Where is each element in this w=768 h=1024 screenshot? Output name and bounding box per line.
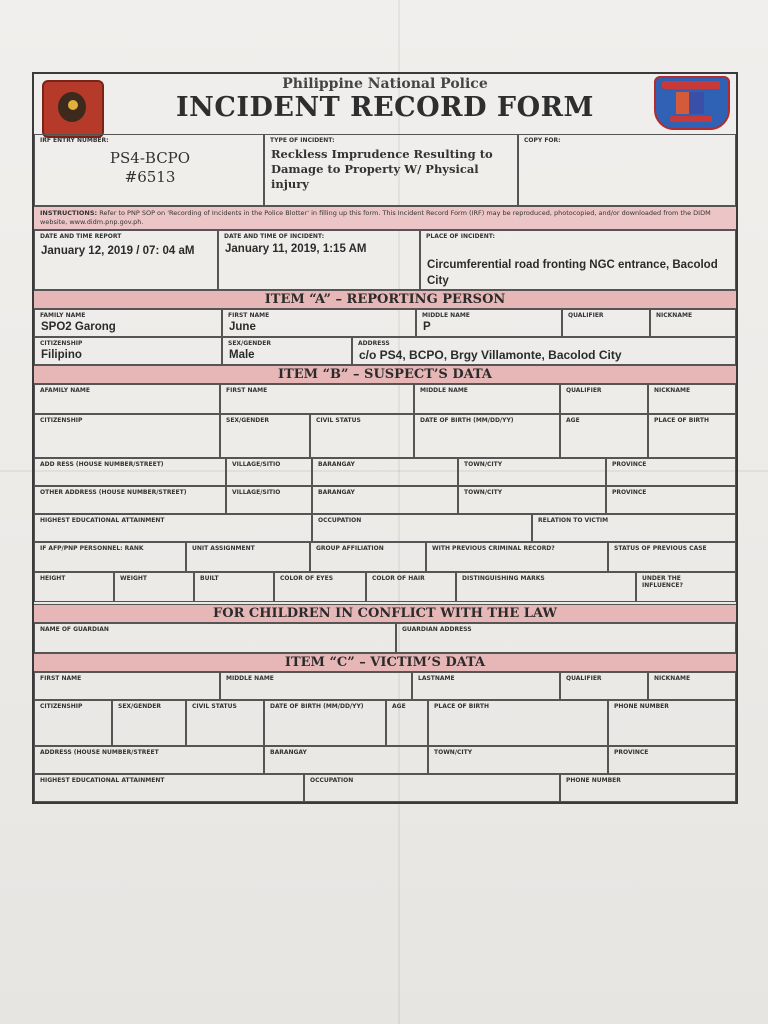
- suspect-qualifier-field[interactable]: QUALIFIER: [560, 384, 648, 414]
- reporter-citizenship-field[interactable]: CITIZENSHIP Filipino: [34, 337, 222, 365]
- suspect-group-field[interactable]: GROUP AFFILIATION: [310, 542, 426, 572]
- suspect-dob-field[interactable]: DATE OF BIRTH (MM/DD/YY): [414, 414, 560, 458]
- organization-name: Philippine National Police: [282, 76, 488, 92]
- suspect-sex-field[interactable]: SEX/GENDER: [220, 414, 310, 458]
- victim-middle-name-field[interactable]: MIDDLE NAME: [220, 672, 412, 700]
- reporter-family-name-value: SPO2 Garong: [41, 321, 116, 333]
- reporter-address-field[interactable]: ADDRESS c/o PS4, BCPO, Brgy Villamonte, Bacolod City: [352, 337, 736, 365]
- suspect-town-field[interactable]: TOWN/CITY: [458, 458, 606, 486]
- reporter-family-name-field[interactable]: FAMILY NAME SPO2 Garong: [34, 309, 222, 337]
- victim-civil-status-field[interactable]: CIVIL STATUS: [186, 700, 264, 746]
- date-time-report-value: January 12, 2019 / 07: 04 aM: [41, 245, 195, 257]
- victim-citizenship-field[interactable]: CITIZENSHIP: [34, 700, 112, 746]
- reporter-sex-field[interactable]: SEX/GENDER Male: [222, 337, 352, 365]
- suspect-unit-field[interactable]: UNIT ASSIGNMENT: [186, 542, 310, 572]
- suspect-relation-field[interactable]: RELATION TO VICTIM: [532, 514, 736, 542]
- bacolod-city-police-badge-logo: [654, 76, 730, 130]
- victim-address-field[interactable]: ADDRESS (HOUSE NUMBER/STREET: [34, 746, 264, 774]
- section-item-a-header: ITEM “A” – REPORTING PERSON: [34, 290, 736, 309]
- place-of-incident-value: Circumferential road fronting NGC entrance, Bacolod City: [427, 259, 718, 287]
- reporter-middle-name-field[interactable]: MIDDLE NAME P: [416, 309, 562, 337]
- suspect-town2-field[interactable]: TOWN/CITY: [458, 486, 606, 514]
- badge-shield-right: [689, 92, 704, 114]
- suspect-middle-name-field[interactable]: MIDDLE NAME: [414, 384, 560, 414]
- victim-qualifier-field[interactable]: QUALIFIER: [560, 672, 648, 700]
- suspect-family-name-field[interactable]: AFAMILY NAME: [34, 384, 220, 414]
- badge-top-band: [662, 81, 720, 89]
- instructions-text: Refer to PNP SOP on 'Recording of Incidents in the Police Blotter' in filling up this form. This Incident Record Form (IRF) may be reproduced, photocopied, and/or downloaded from the DIDM website, www.didm.pnp.gov.ph.: [40, 209, 711, 226]
- reporter-qualifier-field[interactable]: QUALIFIER: [562, 309, 650, 337]
- victim-phone-field[interactable]: PHONE NUMBER: [608, 700, 736, 746]
- victim-occupation-field[interactable]: OCCUPATION: [304, 774, 560, 802]
- irf-entry-line1: PS4-BCPO: [109, 149, 191, 167]
- section-item-b-header: ITEM “B” – SUSPECT’S DATA: [34, 365, 736, 384]
- suspect-previous-case-status-field[interactable]: STATUS OF PREVIOUS CASE: [608, 542, 736, 572]
- suspect-province-field[interactable]: PROVINCE: [606, 458, 736, 486]
- place-of-incident-field[interactable]: PLACE OF INCIDENT: Circumferential road fronting NGC entrance, Bacolod City: [420, 230, 736, 290]
- reporter-first-name-value: June: [229, 321, 256, 333]
- suspect-first-name-field[interactable]: FIRST NAME: [220, 384, 414, 414]
- suspect-citizenship-field[interactable]: CITIZENSHIP: [34, 414, 220, 458]
- reporter-citizenship-value: Filipino: [41, 349, 82, 361]
- victim-age-field[interactable]: AGE: [386, 700, 428, 746]
- suspect-age-field[interactable]: AGE: [560, 414, 648, 458]
- victim-place-of-birth-field[interactable]: PLACE OF BIRTH: [428, 700, 608, 746]
- victim-barangay-field[interactable]: BARANGAY: [264, 746, 428, 774]
- suspect-nickname-field[interactable]: NICKNAME: [648, 384, 736, 414]
- section-item-c-header: ITEM “C” – VICTIM’S DATA: [34, 653, 736, 672]
- victim-province-field[interactable]: PROVINCE: [608, 746, 736, 774]
- victim-education-field[interactable]: HIGHEST EDUCATIONAL ATTAINMENT: [34, 774, 304, 802]
- suspect-height-field[interactable]: HEIGHT: [34, 572, 114, 602]
- guardian-name-field[interactable]: NAME OF GUARDIAN: [34, 623, 396, 653]
- suspect-eye-color-field[interactable]: COLOR OF EYES: [274, 572, 366, 602]
- date-time-report-field[interactable]: DATE AND TIME REPORT January 12, 2019 / 07: 04 aM: [34, 230, 218, 290]
- section-children-header: FOR CHILDREN IN CONFLICT WITH THE LAW: [34, 604, 736, 623]
- suspect-rank-field[interactable]: IF AFP/PNP PERSONNEL: RANK: [34, 542, 186, 572]
- suspect-other-address-field[interactable]: OTHER ADDRESS (HOUSE NUMBER/STREET): [34, 486, 226, 514]
- suspect-distinguishing-marks-field[interactable]: DISTINGUISHING MARKS: [456, 572, 636, 602]
- suspect-criminal-record-field[interactable]: WITH PREVIOUS CRIMINAL RECORD?: [426, 542, 608, 572]
- suspect-weight-field[interactable]: WEIGHT: [114, 572, 194, 602]
- reporter-address-value: c/o PS4, BCPO, Brgy Villamonte, Bacolod City: [359, 348, 622, 362]
- irf-entry-number-field[interactable]: IRF ENTRY NUMBER: PS4-BCPO #6513: [34, 134, 264, 206]
- victim-town-field[interactable]: TOWN/CITY: [428, 746, 608, 774]
- victim-last-name-field[interactable]: LASTNAME: [412, 672, 560, 700]
- incident-type-field[interactable]: TYPE OF INCIDENT: Reckless Imprudence Resulting to Damage to Property W/ Physical injury: [264, 134, 518, 206]
- victim-nickname-field[interactable]: NICKNAME: [648, 672, 736, 700]
- instructions-banner: [34, 206, 736, 230]
- reporter-middle-name-value: P: [423, 321, 431, 333]
- victim-dob-field[interactable]: DATE OF BIRTH (MM/DD/YY): [264, 700, 386, 746]
- suspect-hair-color-field[interactable]: COLOR OF HAIR: [366, 572, 456, 602]
- suspect-village2-field[interactable]: VILLAGE/SITIO: [226, 486, 312, 514]
- suspect-place-of-birth-field[interactable]: PLACE OF BIRTH: [648, 414, 736, 458]
- reporter-sex-value: Male: [229, 349, 255, 361]
- reporter-first-name-field[interactable]: FIRST NAME June: [222, 309, 416, 337]
- victim-sex-field[interactable]: SEX/GENDER: [112, 700, 186, 746]
- date-time-incident-value: January 11, 2019, 1:15 AM: [225, 243, 367, 255]
- suspect-barangay2-field[interactable]: BARANGAY: [312, 486, 458, 514]
- incident-type-value: Reckless Imprudence Resulting to Damage to Property W/ Physical injury: [271, 147, 493, 191]
- suspect-occupation-field[interactable]: OCCUPATION: [312, 514, 532, 542]
- guardian-address-field[interactable]: GUARDIAN ADDRESS: [396, 623, 736, 653]
- suspect-civil-status-field[interactable]: CIVIL STATUS: [310, 414, 414, 458]
- suspect-village-field[interactable]: VILLAGE/SITIO: [226, 458, 312, 486]
- reporter-nickname-field[interactable]: NICKNAME: [650, 309, 736, 337]
- badge-bottom-band: [670, 116, 712, 122]
- instructions-lead: INSTRUCTIONS:: [40, 209, 98, 217]
- suspect-education-field[interactable]: HIGHEST EDUCATIONAL ATTAINMENT: [34, 514, 312, 542]
- victim-first-name-field[interactable]: FIRST NAME: [34, 672, 220, 700]
- irf-entry-line2: #6513: [124, 168, 176, 186]
- suspect-built-field[interactable]: BUILT: [194, 572, 274, 602]
- suspect-barangay-field[interactable]: BARANGAY: [312, 458, 458, 486]
- victim-phone2-field[interactable]: PHONE NUMBER: [560, 774, 736, 802]
- copy-for-field[interactable]: COPY FOR:: [518, 134, 736, 206]
- date-time-incident-field[interactable]: DATE AND TIME OF INCIDENT: January 11, 2019, 1:15 AM: [218, 230, 420, 290]
- incident-record-form: [32, 72, 738, 804]
- suspect-under-influence-field[interactable]: UNDER THE INFLUENCE?: [636, 572, 736, 602]
- form-title: INCIDENT RECORD FORM: [176, 92, 594, 123]
- suspect-province2-field[interactable]: PROVINCE: [606, 486, 736, 514]
- suspect-address-field[interactable]: ADD RESS (HOUSE NUMBER/STREET): [34, 458, 226, 486]
